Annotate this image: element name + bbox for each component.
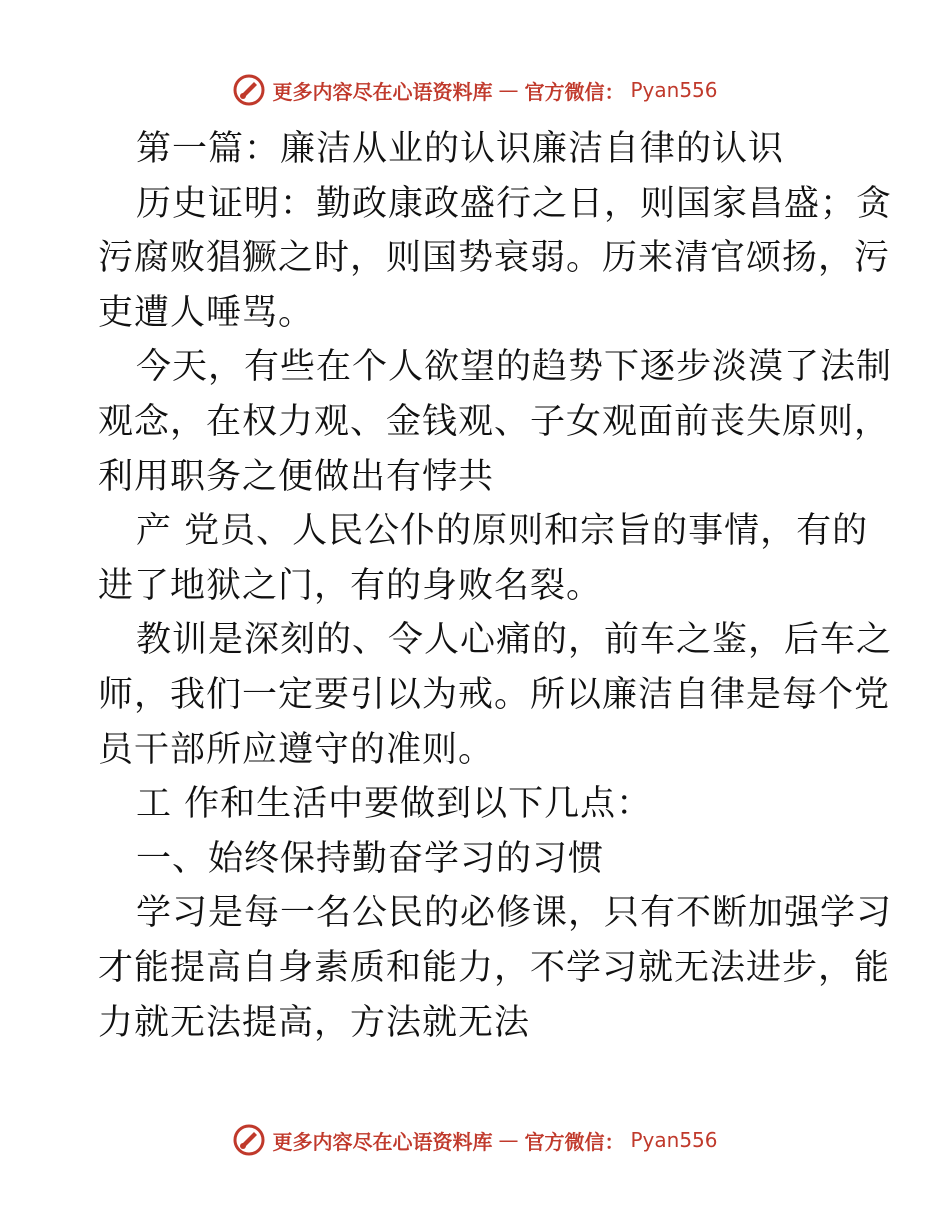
paragraph-line: 污腐败猖獗之时，则国势衰弱。历来清官颂扬，污	[98, 238, 891, 279]
brand-logo-icon	[232, 73, 266, 107]
header-banner	[0, 70, 950, 110]
paragraph-line: 员干部所应遵守的准则。	[98, 729, 495, 770]
paragraph-line: 吏遭人唾骂。	[98, 292, 315, 333]
paragraph-line: 观念，在权力观、金钱观、子女观面前丧失原则，	[98, 401, 891, 442]
paragraph-line: 工 作和生活中要做到以下几点：	[136, 784, 653, 825]
header-wechat-id: Pyan556	[630, 78, 718, 102]
paragraph-line: 力就无法提高，方法就无法	[98, 1002, 531, 1043]
paragraph-line: 今天，有些在个人欲望的趋势下逐步淡漠了法制	[136, 347, 893, 388]
section-heading: 一、始终保持勤奋学习的习惯	[136, 838, 605, 879]
footer-main-text: 更多内容尽在心语资料库	[272, 1129, 493, 1154]
footer-wechat-label: 官方微信：	[524, 1129, 625, 1154]
paragraph-line: 历史证明：勤政康政盛行之日，则国家昌盛；贪	[136, 183, 893, 224]
paragraph-line: 学习是每一名公民的必修课，只有不断加强学习	[136, 893, 893, 934]
paragraph-line: 师，我们一定要引以为戒。所以廉洁自律是每个党	[98, 674, 891, 715]
paragraph-line: 利用职务之便做出有悖共	[98, 456, 495, 497]
header-wechat-label: 官方微信：	[524, 79, 625, 104]
footer-separator: —	[498, 1128, 519, 1152]
paragraph-line: 产 党员、人民公仆的原则和宗旨的事情，有的	[136, 511, 869, 552]
paragraph-line: 才能提高自身素质和能力，不学习就无法进步，能	[98, 947, 891, 988]
brand-logo-icon	[232, 1123, 266, 1157]
header-separator: —	[498, 78, 519, 102]
footer-banner	[0, 1120, 950, 1160]
footer-wechat-id: Pyan556	[630, 1128, 718, 1152]
paragraph-line: 进了地狱之门，有的身败名裂。	[98, 565, 603, 606]
document-body	[98, 122, 893, 1050]
header-main-text: 更多内容尽在心语资料库	[272, 79, 493, 104]
paragraph-line: 教训是深刻的、令人心痛的，前车之鉴，后车之	[136, 620, 893, 661]
document-title: 第一篇：廉洁从业的认识廉洁自律的认识	[136, 129, 785, 169]
